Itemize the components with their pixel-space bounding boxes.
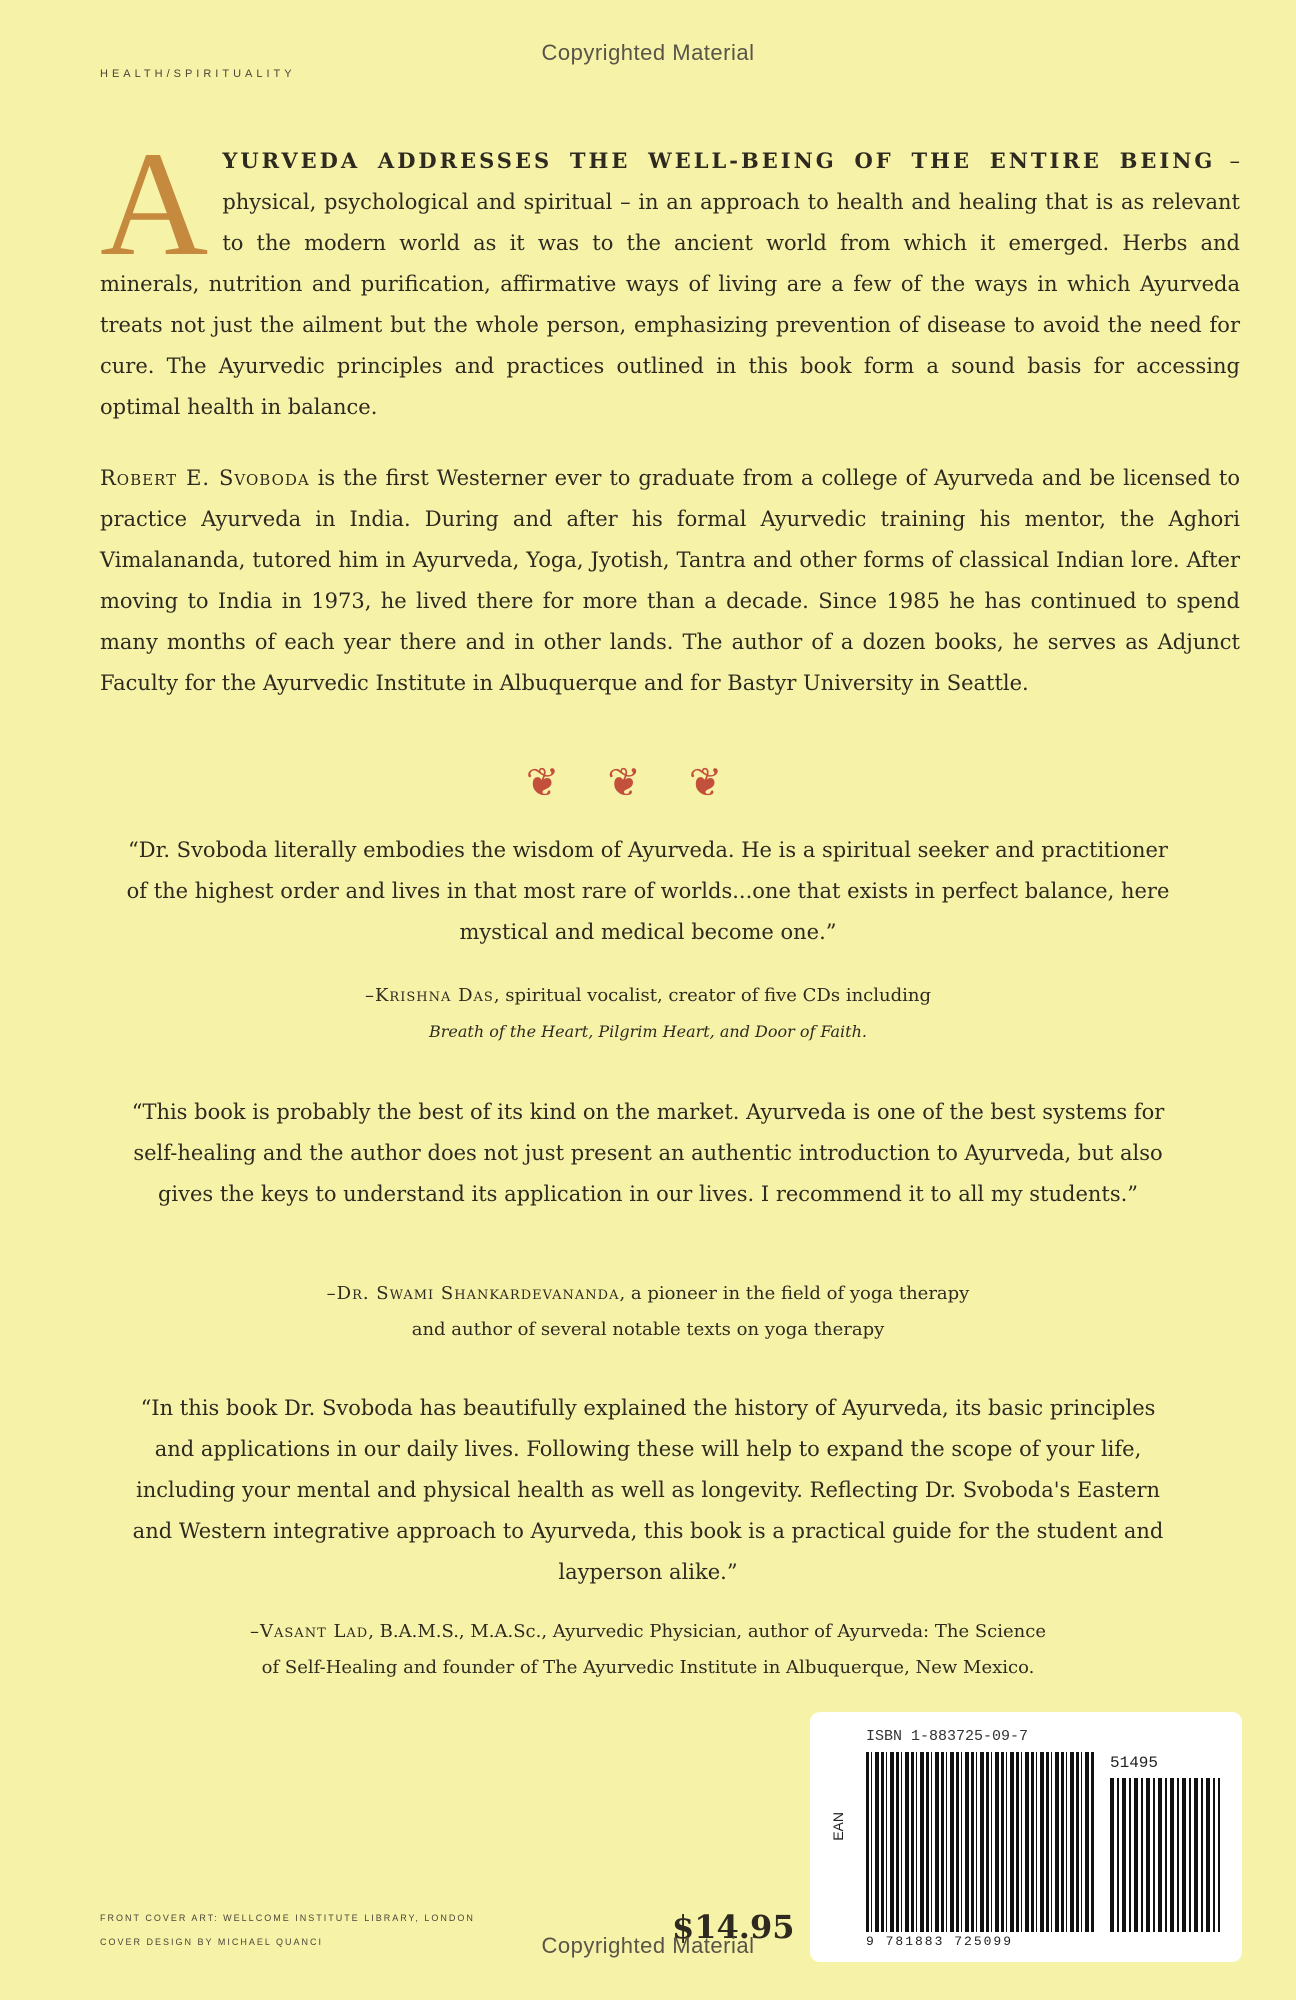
author-bio	[100, 458, 1240, 704]
endorser-role-2b: and author of several notable texts on yoga therapy	[411, 1319, 885, 1340]
endorsement-quote-3: “In this book Dr. Svoboda has beautifully explained the history of Ayurveda, its basic principles and applications in our daily lives. Following these will help to expand the scope of your life, including your mental and physical health as well as longevity. Reflecting Dr. Svoboda's Eastern and Western integrative approach to Ayurveda, this book is a practical guide for the student and layperson alike.”	[132, 1396, 1164, 1584]
ornament-divider: ❦❦❦	[525, 760, 771, 806]
endorser-role-2: , a pioneer in the field of yoga therapy	[619, 1283, 970, 1304]
isbn-text: ISBN 1-883725-09-7	[866, 1728, 1029, 1745]
endorser-role-1b: Breath of the Heart, Pilgrim Heart, and Door of Faith.	[429, 1022, 867, 1041]
endorser-name-3: –Vasant Lad	[250, 1621, 369, 1642]
addon-barcode-icon	[1110, 1778, 1220, 1932]
price-label: $14.95	[672, 1908, 795, 1946]
intro-paragraph	[100, 121, 1240, 428]
barcode-digits: 9 781883 725099	[866, 1934, 1014, 1949]
endorser-role-3: , B.A.M.S., M.A.Sc., Ayurvedic Physician, author of Ayurveda: The Science	[368, 1621, 1046, 1642]
watermark-bottom: Copyrighted Material	[541, 1933, 755, 1958]
drop-cap: A	[100, 121, 209, 287]
endorser-name-2: –Dr. Swami Shankardevananda	[326, 1283, 620, 1304]
intro-text: – physical, psychological and spiritual – in an approach to health and healing that is as relevant to the modern world as it was to the ancient world from which it emerged. Herbs and minerals, nutrition and purification, affirmative ways of living are a few of the ways in which Ayurveda treats not just the ailment but the whole person, emphasizing prevention of disease to avoid the need for cure. The Ayurvedic principles and practices outlined in this book form a sound basis for accessing optimal health in balance.	[100, 149, 1240, 419]
intro-lead: YURVEDA ADDRESSES THE WELL-BEING OF THE ENTIRE BEING	[222, 148, 1216, 173]
credit-line-1: FRONT COVER ART: WELLCOME INSTITUTE LIBRARY, LONDON	[100, 1913, 475, 1923]
ean-label: EAN	[830, 1812, 846, 1841]
endorsement-attribution-3	[120, 1614, 1176, 1686]
category-label: HEALTH/SPIRITUALITY	[100, 68, 296, 80]
author-name: Robert E. Svoboda	[100, 466, 310, 490]
endorser-role-1: , spiritual vocalist, creator of five CDs including	[493, 985, 931, 1006]
endorsement-attribution-2	[120, 1276, 1176, 1348]
barcode-icon	[866, 1752, 1096, 1932]
endorsement-quote-2: “This book is probably the best of its kind on the market. Ayurveda is one of the best systems for self-healing and the author does not just present an authentic introduction to Ayurveda, but also gives the keys to understand its application in our lives. I recommend it to all my students.”	[131, 1100, 1165, 1206]
barcode-panel	[810, 1712, 1242, 1962]
price-addon-code: 51495	[1110, 1754, 1159, 1772]
bio-text: is the first Westerner ever to graduate from a college of Ayurveda and be licensed to practice Ayurveda in India. During and after his formal Ayurvedic training his mentor, the Aghori Vimalananda, tutored him in Ayurveda, Yoga, Jyotish, Tantra and other forms of classical Indian lore. After moving to India in 1973, he lived there for more than a decade. Since 1985 he has continued to spend many months of each year there and in other lands. The author of a dozen books, he serves as Adjunct Faculty for the Ayurvedic Institute in Albuquerque and for Bastyr University in Seattle.	[100, 466, 1240, 695]
endorsement-attribution-1	[120, 978, 1176, 1050]
credit-line-2: COVER DESIGN BY MICHAEL QUANCI	[100, 1937, 324, 1947]
watermark-top: Copyrighted Material	[541, 40, 755, 65]
endorsement-quote-1: “Dr. Svoboda literally embodies the wisdom of Ayurveda. He is a spiritual seeker and practitioner of the highest order and lives in that most rare of worlds...one that exists in perfect balance, here mystical and medical become one.”	[126, 838, 1170, 944]
endorser-role-3b: of Self-Healing and founder of The Ayurvedic Institute in Albuquerque, New Mexico.	[261, 1657, 1035, 1678]
endorser-name-1: –Krishna Das	[364, 985, 494, 1006]
